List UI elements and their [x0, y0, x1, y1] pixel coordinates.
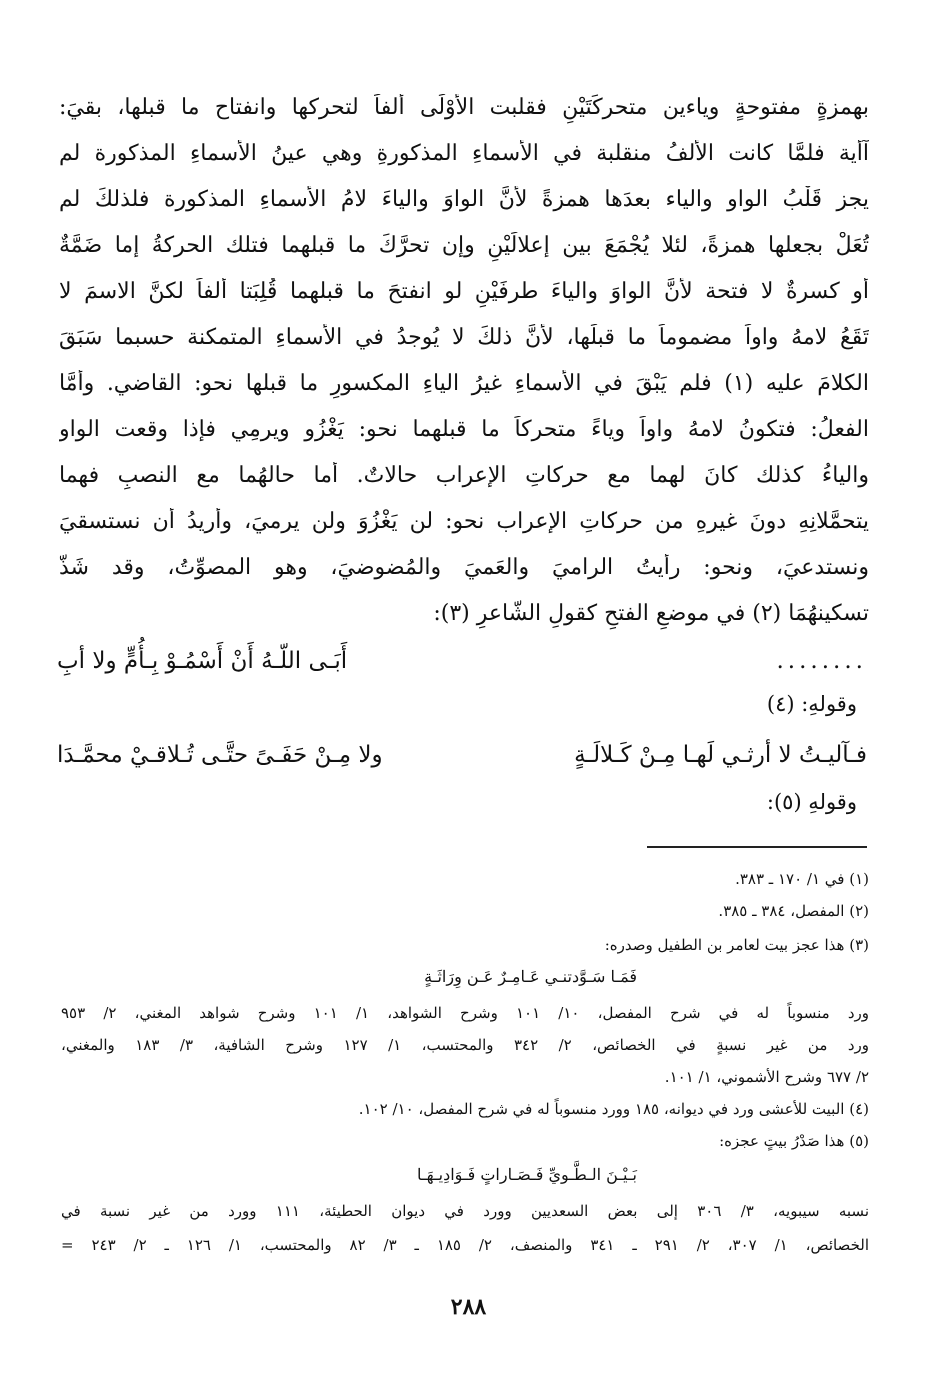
text-line: يتحمَّلانِهِ دونَ غيرهِ من حركاتِ الإعراب نحو: لن يَغْزُوَ ولن يرميَ، وأريدُ أن نستسقيَ [59, 509, 869, 534]
page-number: ٢٨٨ [450, 1294, 487, 1320]
text-line: تُعَلْ بجعلها همزةً، لئلا يُجْمَعَ بين إعلالَيْنِ وإن تحرَّكَ ما قبلهما فتلك الحركةُ إما ضَمَّةٌ [59, 233, 869, 258]
verse-2 [57, 740, 867, 770]
footnote-3-line-1: ورد منسوباً له في شرح المفصل، ١٠/ ١٠١ وشرح الشواهد، ١/ ١٠١ وشرح شواهد المغني، ٢/ ٩٥٣ [61, 1004, 869, 1022]
text-line: الكلامَ عليه (١) فلم يَبْقَ في الأسماءِ غيرُ الياءِ المكسورِ ما قبلها نحو: القاضي. وأمَّا [59, 371, 869, 396]
footnote-2: (٢) المفصل، ٣٨٤ ـ ٣٨٥. [718, 902, 869, 920]
text-line: تَقَعُ لامهُ واواً مضموماً ما قبلَها، لأنَّ ذلكَ لا يُوجدُ في الأَسماءِ المتمكنة حسبما سَبَقَ [59, 325, 869, 350]
verse-2-second-hemistich: ولا مِـنْ حَفَـىً حتَّـى تُـلاقـيْ محمَّـدَا [57, 742, 383, 768]
verse-3-intro: وقولهِ (٥): [766, 790, 857, 814]
verse-2-first-hemistich: فـآليـتُ لا أرثـي لَهـا مِـنْ كَـلالَـةٍ [574, 742, 867, 768]
verse-1-hemistich: أَبَـى اللّـهُ أَنْ أَسْمُـوْ بِـأُمٍّ ولا أبِ [57, 648, 348, 674]
footnote-5-line-2: الخصائص، ١/ ٣٠٧، ٢/ ٢٩١ ـ ٣٤١ والمنصف، ٢/ ١٨٥ ـ ٣/ ٨٢ والمحتسب، ١/ ١٢٦ ـ ٢/ ٢٤٣ = [61, 1236, 869, 1254]
text-line: يجز قَلْبُ الواو والياء بعدَها همزةً لأَنَّ الواوَ والياءَ لامُ الأسماءِ المذكورة فلذلكَ لم [59, 187, 869, 212]
text-line: والياءُ كذلك كانَ لهما مع حركاتِ الإعراب حالاتٌ. أما حالهُما مع النصبِ فهما [59, 463, 869, 488]
text-line: بهمزةٍ مفتوحةٍ وياءين متحركَتَيْنِ فقلبت الأُوْلَى ألفاً لتحركها وانفتاح ما قبلها، بقيَ: [59, 95, 869, 120]
text-line: أو كسرةٌ لا فتحة لأنَّ الواوَ والياءَ طرفَيْنِ لو انفتحَ ما قبلهما قُلِبَتا ألفاً لكنَّ الاسمَ لا [59, 279, 869, 304]
text-line: آأية فلمَّا كانت الألفُ منقلبة في الأسماءِ المذكورةِ وهي عينُ الأَسماءِ المذكورة لم [59, 141, 869, 166]
verse-2-intro: وقولهِ: (٤) [766, 692, 857, 716]
footnote-5: (٥) هذا صَدْرُ بيتٍ عجزه: [719, 1132, 869, 1150]
text-line: الفعلُ: فتكونُ لامهُ واواً وياءً متحركاً ما قبلهما نحو: يَغْزُو ويرمِي فإذا وقعت الواو [59, 417, 869, 442]
text-line: ونستدعيَ، ونحو: رأيتُ الراميَ والعَميَ والمُضوضيَ، وهو المصوِّتُ، وقد شَذَّ [59, 555, 869, 580]
verse-1 [57, 646, 867, 676]
footnote-3: (٣) هذا عجز بيت لعامر بن الطفيل وصدره: [604, 936, 869, 954]
main-text [59, 94, 869, 646]
footnote-4: (٤) البيت للأعشى ورد في ديوانه، ١٨٥ وورد منسوباً له في شرح المفصل، ١٠/ ١٠٢. [358, 1100, 869, 1118]
footnote-1: (١) في ١/ ١٧٠ ـ ٣٨٣. [735, 870, 869, 888]
footnote-3-verse: فَمَـا سَـوَّدتنـي عَـامِـرٌ عَـن وِرَاثَـةٍ [424, 967, 637, 986]
verse-1-dots: ........ [776, 648, 867, 674]
footnote-separator [647, 846, 867, 848]
footnote-5-verse: بَـيْـنَ الـطَّـويِّ فَـصَـاراتٍ فَـوَادِيـهَـا [417, 1165, 637, 1184]
footnote-5-line-1: نسبه سيبويه، ٣/ ٣٠٦ إلى بعض السعديين وورد في ديوان الحطيئة، ١١١ وورد من غير نسبة في [61, 1202, 869, 1220]
footnote-3-line-2: ورد من غير نسبةٍ في الخصائص، ٢/ ٣٤٢ والمحتسب، ١/ ١٢٧ وشرح الشافية، ٣/ ١٨٣ والمغني، [61, 1036, 869, 1054]
footnote-3-line-3: ٢/ ٦٧٧ وشرح الأشموني، ١/ ١٠١. [664, 1068, 869, 1086]
text-line: تسكينهُمَا (٢) في موضعِ الفتحِ كقولِ الشَّاعرِ (٣): [433, 601, 869, 626]
